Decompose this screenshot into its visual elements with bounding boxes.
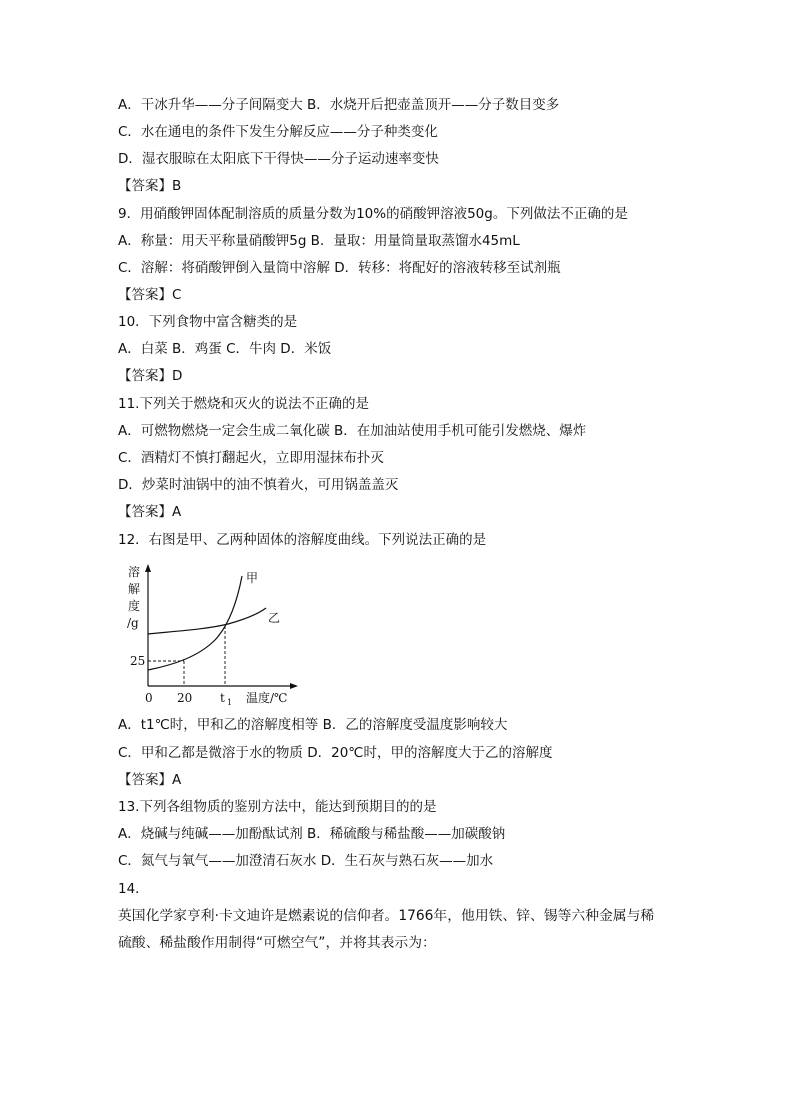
q8-answer: 【答案】B [118, 178, 182, 194]
curve-jia-label: 甲 [246, 571, 259, 585]
q10-answer: 【答案】D [118, 368, 183, 384]
q9-options-a-b: A．称量：用天平称量硝酸钾5g B．量取：用量筒量取蒸馏水45mL [118, 233, 520, 249]
x-axis-arrow [290, 683, 298, 689]
solubility-curve-figure [118, 562, 298, 708]
q11-stem: 11.下列关于燃烧和灭火的说法不正确的是 [118, 396, 369, 412]
q11-options-a-b: A．可燃物燃烧一定会生成二氧化碳 B．在加油站使用手机可能引发燃烧、爆炸 [118, 423, 587, 439]
q13-options-a-b: A．烧碱与纯碱——加酚酞试剂 B．稀硫酸与稀盐酸——加碳酸钠 [118, 826, 506, 842]
q11-option-c: C．酒精灯不慎打翻起火，立即用湿抹布扑灭 [118, 450, 384, 466]
q14-line-2: 硫酸、稀盐酸作用制得“可燃空气”，并将其表示为： [118, 935, 436, 951]
q9-answer: 【答案】C [118, 287, 182, 303]
x-axis-label: 温度/℃ [246, 691, 288, 705]
q10-stem: 10．下列食物中富含糖类的是 [118, 314, 298, 330]
x-tick-t1-subscript: 1 [227, 698, 233, 707]
curve-yi [148, 608, 266, 634]
q8-option-d: D．湿衣服晾在太阳底下干得快——分子运动速率变快 [118, 151, 439, 167]
q13-options-c-d: C．氮气与氧气——加澄清石灰水 D．生石灰与熟石灰——加水 [118, 853, 494, 869]
q8-option-c: C．水在通电的条件下发生分解反应——分子种类变化 [118, 124, 438, 140]
y-label-char-3: 度 [128, 599, 141, 613]
q8-options-a-b: A．干冰升华——分子间隔变大 B．水烧开后把壶盖顶开——分子数目变多 [118, 97, 560, 113]
y-tick-25: 25 [130, 654, 146, 668]
x-tick-0: 0 [145, 691, 153, 705]
q12-stem: 12．右图是甲、乙两种固体的溶解度曲线。下列说法正确的是 [118, 532, 487, 548]
q14-line-1: 英国化学家亨利·卡文迪许是燃素说的信仰者。1766年，他用铁、锌、锡等六种金属与稀 [118, 908, 655, 924]
curve-jia [148, 576, 242, 670]
y-label-char-1: 溶 [128, 565, 141, 579]
curve-yi-label: 乙 [268, 611, 281, 625]
q11-option-d: D．炒菜时油锅中的油不慎着火，可用锅盖盖灭 [118, 477, 399, 493]
q10-options: A．白菜 B．鸡蛋 C．牛肉 D．米饭 [118, 341, 332, 357]
x-tick-20: 20 [177, 691, 193, 705]
q13-stem: 13.下列各组物质的鉴别方法中，能达到预期目的的是 [118, 799, 437, 815]
q12-answer: 【答案】A [118, 772, 182, 788]
q12-options-a-b: A．t1℃时，甲和乙的溶解度相等 B．乙的溶解度受温度影响较大 [118, 717, 508, 733]
q12-options-c-d: C．甲和乙都是微溶于水的物质 D．20℃时，甲的溶解度大于乙的溶解度 [118, 745, 553, 761]
y-label-char-2: 解 [128, 582, 141, 596]
x-tick-t1: t [220, 691, 225, 705]
q14-number: 14． [118, 881, 149, 897]
y-axis-arrow [145, 564, 151, 572]
q9-options-c-d: C．溶解：将硝酸钾倒入量筒中溶解 D．转移：将配好的溶液转移至试剂瓶 [118, 260, 561, 276]
y-label-char-4: /g [127, 616, 139, 630]
q11-answer: 【答案】A [118, 504, 182, 520]
q9-stem: 9．用硝酸钾固体配制溶质的质量分数为10%的硝酸钾溶液50g。下列做法不正确的是 [118, 206, 628, 222]
